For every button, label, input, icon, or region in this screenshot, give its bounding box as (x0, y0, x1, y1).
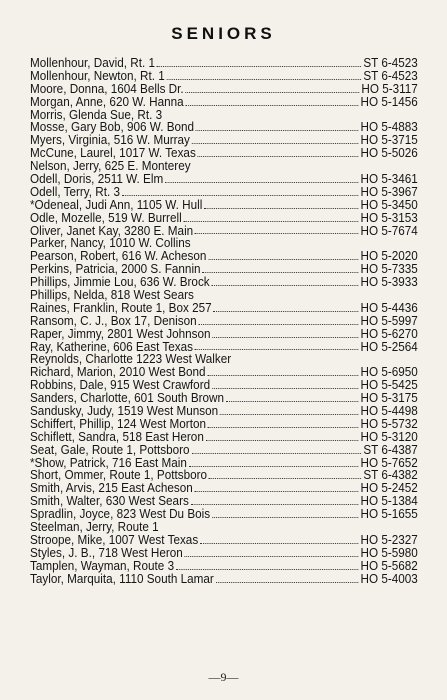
entry-name-address: Short, Ommer, Route 1, Pottsboro (30, 468, 208, 483)
entry-name-address: Ray, Katherine, 606 East Texas (30, 339, 193, 354)
entry-name-address: *Odeneal, Judi Ann, 1105 W. Hull (30, 197, 203, 212)
dot-leader (216, 582, 359, 583)
entry-phone: HO 5-5997 (360, 313, 418, 328)
dot-leader (191, 504, 359, 505)
entry-phone: ST 6-4382 (363, 468, 418, 483)
entry-name-address: Odle, Mozelle, 519 W. Burrell (30, 210, 182, 225)
entry-name-address: Reynolds, Charlotte 1223 West Walker (30, 352, 232, 367)
entry-phone: HO 5-1384 (360, 494, 418, 509)
dot-leader (199, 324, 359, 325)
entry-name-address: Stroope, Mike, 1007 West Texas (30, 532, 199, 547)
dot-leader (212, 285, 359, 286)
entry-phone: HO 5-4436 (360, 300, 418, 315)
dot-leader (122, 195, 359, 196)
entry-name-address: *Show, Patrick, 716 East Main (30, 455, 187, 470)
entry-phone: HO 5-3461 (360, 172, 418, 186)
entry-name-address: Morris, Glenda Sue, Rt. 3 (30, 107, 163, 122)
entry-phone: HO 5-5980 (360, 545, 418, 560)
dot-leader (167, 79, 362, 80)
entry-name-address: Spradlin, Joyce, 823 West Du Bois (30, 507, 211, 522)
dot-leader (209, 478, 362, 479)
entry-name-address: Styles, J. B., 718 West Heron (30, 545, 183, 560)
entry-name-address: Mollenhour, David, Rt. 1 (30, 55, 155, 70)
dot-leader (208, 427, 359, 428)
entry-name-address: Sanders, Charlotte, 601 South Brown (30, 391, 225, 406)
entry-phone: HO 5-6950 (360, 365, 418, 380)
entry-name-address: Steelman, Jerry, Route 1 (30, 520, 159, 535)
dot-leader (192, 143, 359, 144)
dot-leader (226, 401, 359, 402)
entry-name-address: Pearson, Robert, 616 W. Acheson (30, 249, 207, 264)
dot-leader (212, 517, 359, 518)
entry-name-address: Morgan, Anne, 620 W. Hanna (30, 94, 184, 109)
entry-phone: ST 6-4523 (363, 55, 418, 70)
entry-name-address: Raper, Jimmy, 2801 West Johnson (30, 326, 211, 341)
dot-leader (204, 208, 358, 209)
entry-phone: HO 5-1456 (360, 94, 418, 109)
dot-leader (212, 388, 359, 389)
entry-name-address: Mosse, Gary Bob, 906 W. Bond (30, 120, 195, 135)
entry-name-address: Nelson, Jerry, 625 E. Monterey (30, 159, 191, 174)
entry-phone: HO 5-4498 (360, 404, 418, 419)
entry-phone: HO 5-3715 (360, 133, 418, 148)
entry-phone: HO 5-4003 (360, 571, 418, 586)
entry-name-address: Taylor, Marquita, 1110 South Lamar (30, 571, 214, 586)
page-number: —9— (208, 670, 239, 684)
entry-phone: HO 5-3967 (360, 184, 418, 199)
entry-phone: HO 5-3153 (360, 210, 418, 225)
dot-leader (191, 453, 361, 454)
entry-phone: HO 5-2564 (360, 339, 418, 354)
dot-leader (206, 440, 359, 441)
directory-entry (30, 573, 418, 586)
entry-phone: HO 5-3117 (361, 81, 418, 96)
dot-leader (212, 337, 358, 338)
entry-phone: HO 5-6270 (360, 326, 418, 341)
dot-leader (196, 130, 359, 131)
dot-leader (184, 221, 359, 222)
entry-phone: HO 5-3450 (360, 197, 418, 212)
entry-name-address: Oliver, Janet Kay, 3280 E. Main (30, 223, 194, 238)
entry-phone: HO 5-7335 (360, 262, 418, 277)
dot-leader (202, 272, 358, 273)
entry-name-address: Tamplen, Wayman, Route 3 (30, 558, 175, 573)
dot-leader (195, 233, 359, 234)
entry-phone: HO 5-5425 (360, 378, 418, 393)
entry-name-address: Perkins, Patricia, 2000 S. Fannin (30, 262, 201, 277)
dot-leader (208, 259, 358, 260)
entry-name-address: Parker, Nancy, 1010 W. Collins (30, 236, 191, 251)
entry-name-address: Phillips, Nelda, 818 West Sears (30, 288, 194, 303)
entry-name-address: Schiflett, Sandra, 518 East Heron (30, 429, 204, 444)
entry-phone: HO 5-5026 (360, 146, 418, 161)
entry-phone: HO 5-2327 (360, 532, 418, 547)
entry-phone: ST 6-4523 (363, 68, 418, 83)
entry-phone: HO 5-2452 (360, 481, 418, 496)
dot-leader (176, 569, 359, 570)
dot-leader (185, 556, 359, 557)
entry-phone: HO 5-7674 (360, 223, 418, 238)
entry-name-address: Moore, Donna, 1604 Bells Dr. (30, 81, 184, 96)
entry-name-address: Odell, Terry, Rt. 3 (30, 184, 121, 199)
entry-name-address: Myers, Virginia, 516 W. Murray (30, 133, 190, 148)
entry-name-address: Richard, Marion, 2010 West Bond (30, 365, 206, 380)
dot-leader (186, 105, 359, 106)
entry-phone: ST 6-4387 (363, 442, 418, 457)
entry-name-address: Schiffert, Phillip, 124 West Morton (30, 416, 206, 431)
entry-name-address: Sandusky, Judy, 1519 West Munson (30, 404, 219, 419)
dot-leader (186, 92, 360, 93)
dot-leader (198, 156, 359, 157)
entry-name-address: Robbins, Dale, 915 West Crawford (30, 378, 211, 393)
dot-leader (189, 466, 359, 467)
dot-leader (165, 182, 359, 183)
dot-leader (220, 414, 359, 415)
entry-name-address: McCune, Laurel, 1017 W. Texas (30, 146, 196, 161)
entry-name-address: Phillips, Jimmie Lou, 636 W. Brock (30, 275, 210, 290)
entry-name-address: Ransom, C. J., Box 17, Denison (30, 313, 197, 328)
entry-name-address: Seat, Gale, Route 1, Pottsboro (30, 442, 190, 457)
entry-name-address: Mollenhour, Newton, Rt. 1 (30, 68, 165, 83)
dot-leader (157, 66, 362, 67)
entry-phone: HO 5-3175 (360, 391, 418, 406)
dot-leader (214, 311, 359, 312)
entry-phone: HO 5-7652 (360, 455, 418, 470)
entry-phone: HO 5-5682 (360, 558, 418, 573)
entry-name-address: Raines, Franklin, Route 1, Box 257 (30, 300, 212, 315)
entry-phone: HO 5-1655 (360, 507, 418, 522)
dot-leader (200, 543, 359, 544)
dot-leader (207, 375, 358, 376)
entry-name-address: Smith, Walter, 630 West Sears (30, 494, 189, 509)
dot-leader (195, 491, 359, 492)
entry-name-address: Odell, Doris, 2511 W. Elm (30, 172, 164, 186)
entry-phone: HO 5-4883 (360, 120, 418, 135)
student-directory-list (30, 57, 418, 586)
entry-phone: HO 5-5732 (360, 416, 418, 431)
dot-leader (195, 349, 359, 350)
entry-phone: HO 5-3120 (360, 429, 418, 444)
section-heading: SENIORS (171, 24, 276, 43)
entry-phone: HO 5-3933 (360, 275, 418, 290)
entry-name-address: Smith, Arvis, 215 East Acheson (30, 481, 193, 496)
entry-phone: HO 5-2020 (360, 249, 418, 264)
